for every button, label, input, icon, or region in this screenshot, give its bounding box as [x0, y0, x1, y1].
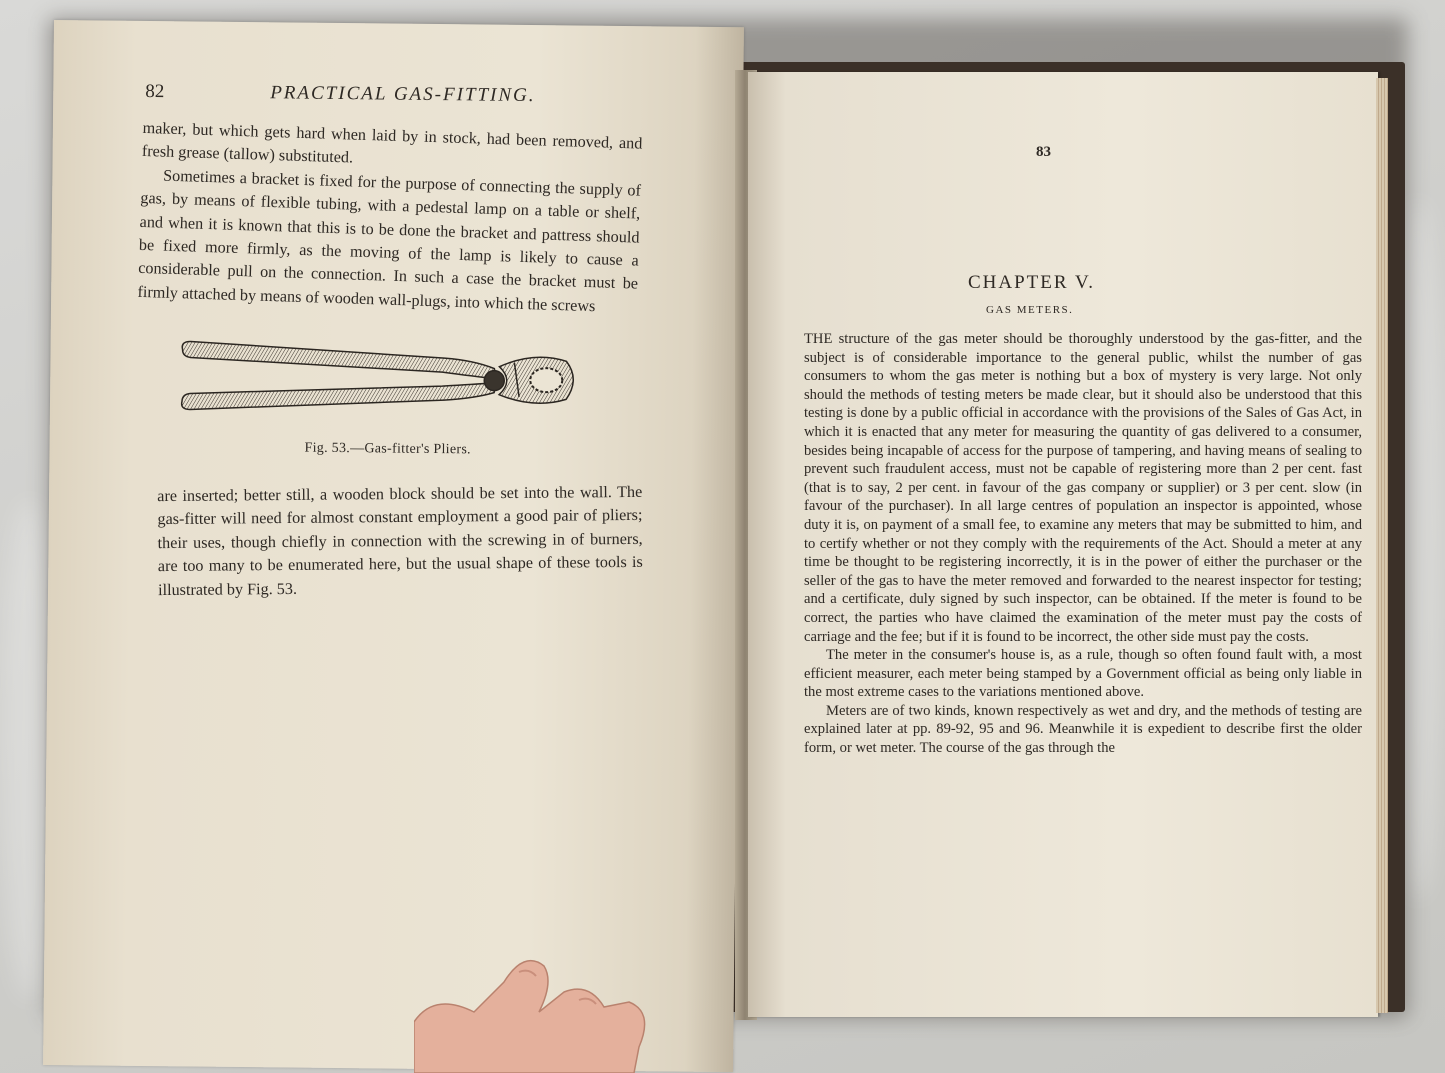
chapter-text	[804, 330, 1362, 758]
text-block-top	[137, 117, 643, 320]
paragraph: are inserted; better still, a wooden block should be set into the wall. The gas-fitter will need for almost constant employment a good pair of pliers; their uses, though chiefly in connection with the screwing in of burners, are too many to be enumerated here, but the usual shape of these tools is illustrated by Fig. 53.	[157, 482, 643, 599]
page-edges	[1376, 78, 1388, 1013]
text-block-bottom	[157, 481, 643, 602]
chapter-title: CHAPTER V.	[968, 272, 1095, 293]
page-number: 82	[145, 80, 165, 103]
right-page	[748, 72, 1378, 1017]
left-page	[43, 20, 744, 1072]
figure-caption: Fig. 53.—Gas-fitter's Pliers.	[304, 440, 471, 458]
paragraph: The meter in the consumer's house is, as a rule, though so often found fault with, a most efficient measurer, each meter being stamped by a Government official as being only liable in the most extreme cases to the variations mentioned above.	[804, 647, 1362, 701]
chapter-subtitle: GAS METERS.	[986, 304, 1074, 316]
paragraph: Meters are of two kinds, known respectively as wet and dry, and the methods of testing are explained later at pp. 89-92, 95 and 96. Meanwhile it is expedient to describe first the older form, or wet meter. The course of the gas through the	[804, 702, 1362, 757]
paragraph: Sometimes a bracket is fixed for the purpose of connecting the supply of gas, by means of flexible tubing, with a pedestal lamp on a table or shelf, and when it is known that this is to be done the bracket and pattress should be fixed more firmly, as the moving of the lamp is likely to cause a considerable pull on the connection. In such a case the bracket must be firmly attached by means of wooden wall-plugs, into which the screws	[137, 166, 642, 316]
paragraph: THE structure of the gas meter should be thoroughly understood by the gas-fitter, and the subject is of considerable importance to the general public, whilst the number of gas consumers to whom the gas meter is nothing but a box of mystery is very large. Not only should the methods of testing meters be made clear, but it should also be understood that this testing is done by a public official in accordance with the provisions of the Sales of Gas Act, in which it is enacted that any meter for measuring the quantity of gas delivered to a consumer, besides being incapable of access for the purpose of tampering, and having means of sealing to prevent such fraudulent access, must not be capable of registering more than 2 per cent. fast (that is to say, 2 per cent. in favour of the gas company or supplier) or 3 per cent. slow (in favour of the purchaser). In all large centres of population an inspector is appointed, whose duty it is, on payment of a small fee, to examine any meters that may be submitted to him, and to certify whether or not they comply with the requirements of the Act. Should a meter at any time be thought to be registering incorrectly, it is in the power of either the purchaser or the seller of the gas to have the meter removed and forwarded to the nearest inspector for testing; and a certificate, duly signed by such inspector, can be obtained. If the meter is found to be correct, the parties who have claimed the examination of the meter must pay the costs of carriage and the fee; but if it is found to be incorrect, the other side must pay the costs.	[804, 331, 1362, 645]
pliers-illustration	[174, 335, 585, 419]
running-header	[145, 80, 665, 107]
running-head-title: PRACTICAL GAS-FITTING.	[270, 82, 536, 107]
paragraph: maker, but which gets hard when laid by in stock, had been removed, and fresh grease (tallow) substituted.	[141, 118, 643, 167]
page-number: 83	[1036, 144, 1051, 160]
hand-icon	[414, 952, 654, 1073]
